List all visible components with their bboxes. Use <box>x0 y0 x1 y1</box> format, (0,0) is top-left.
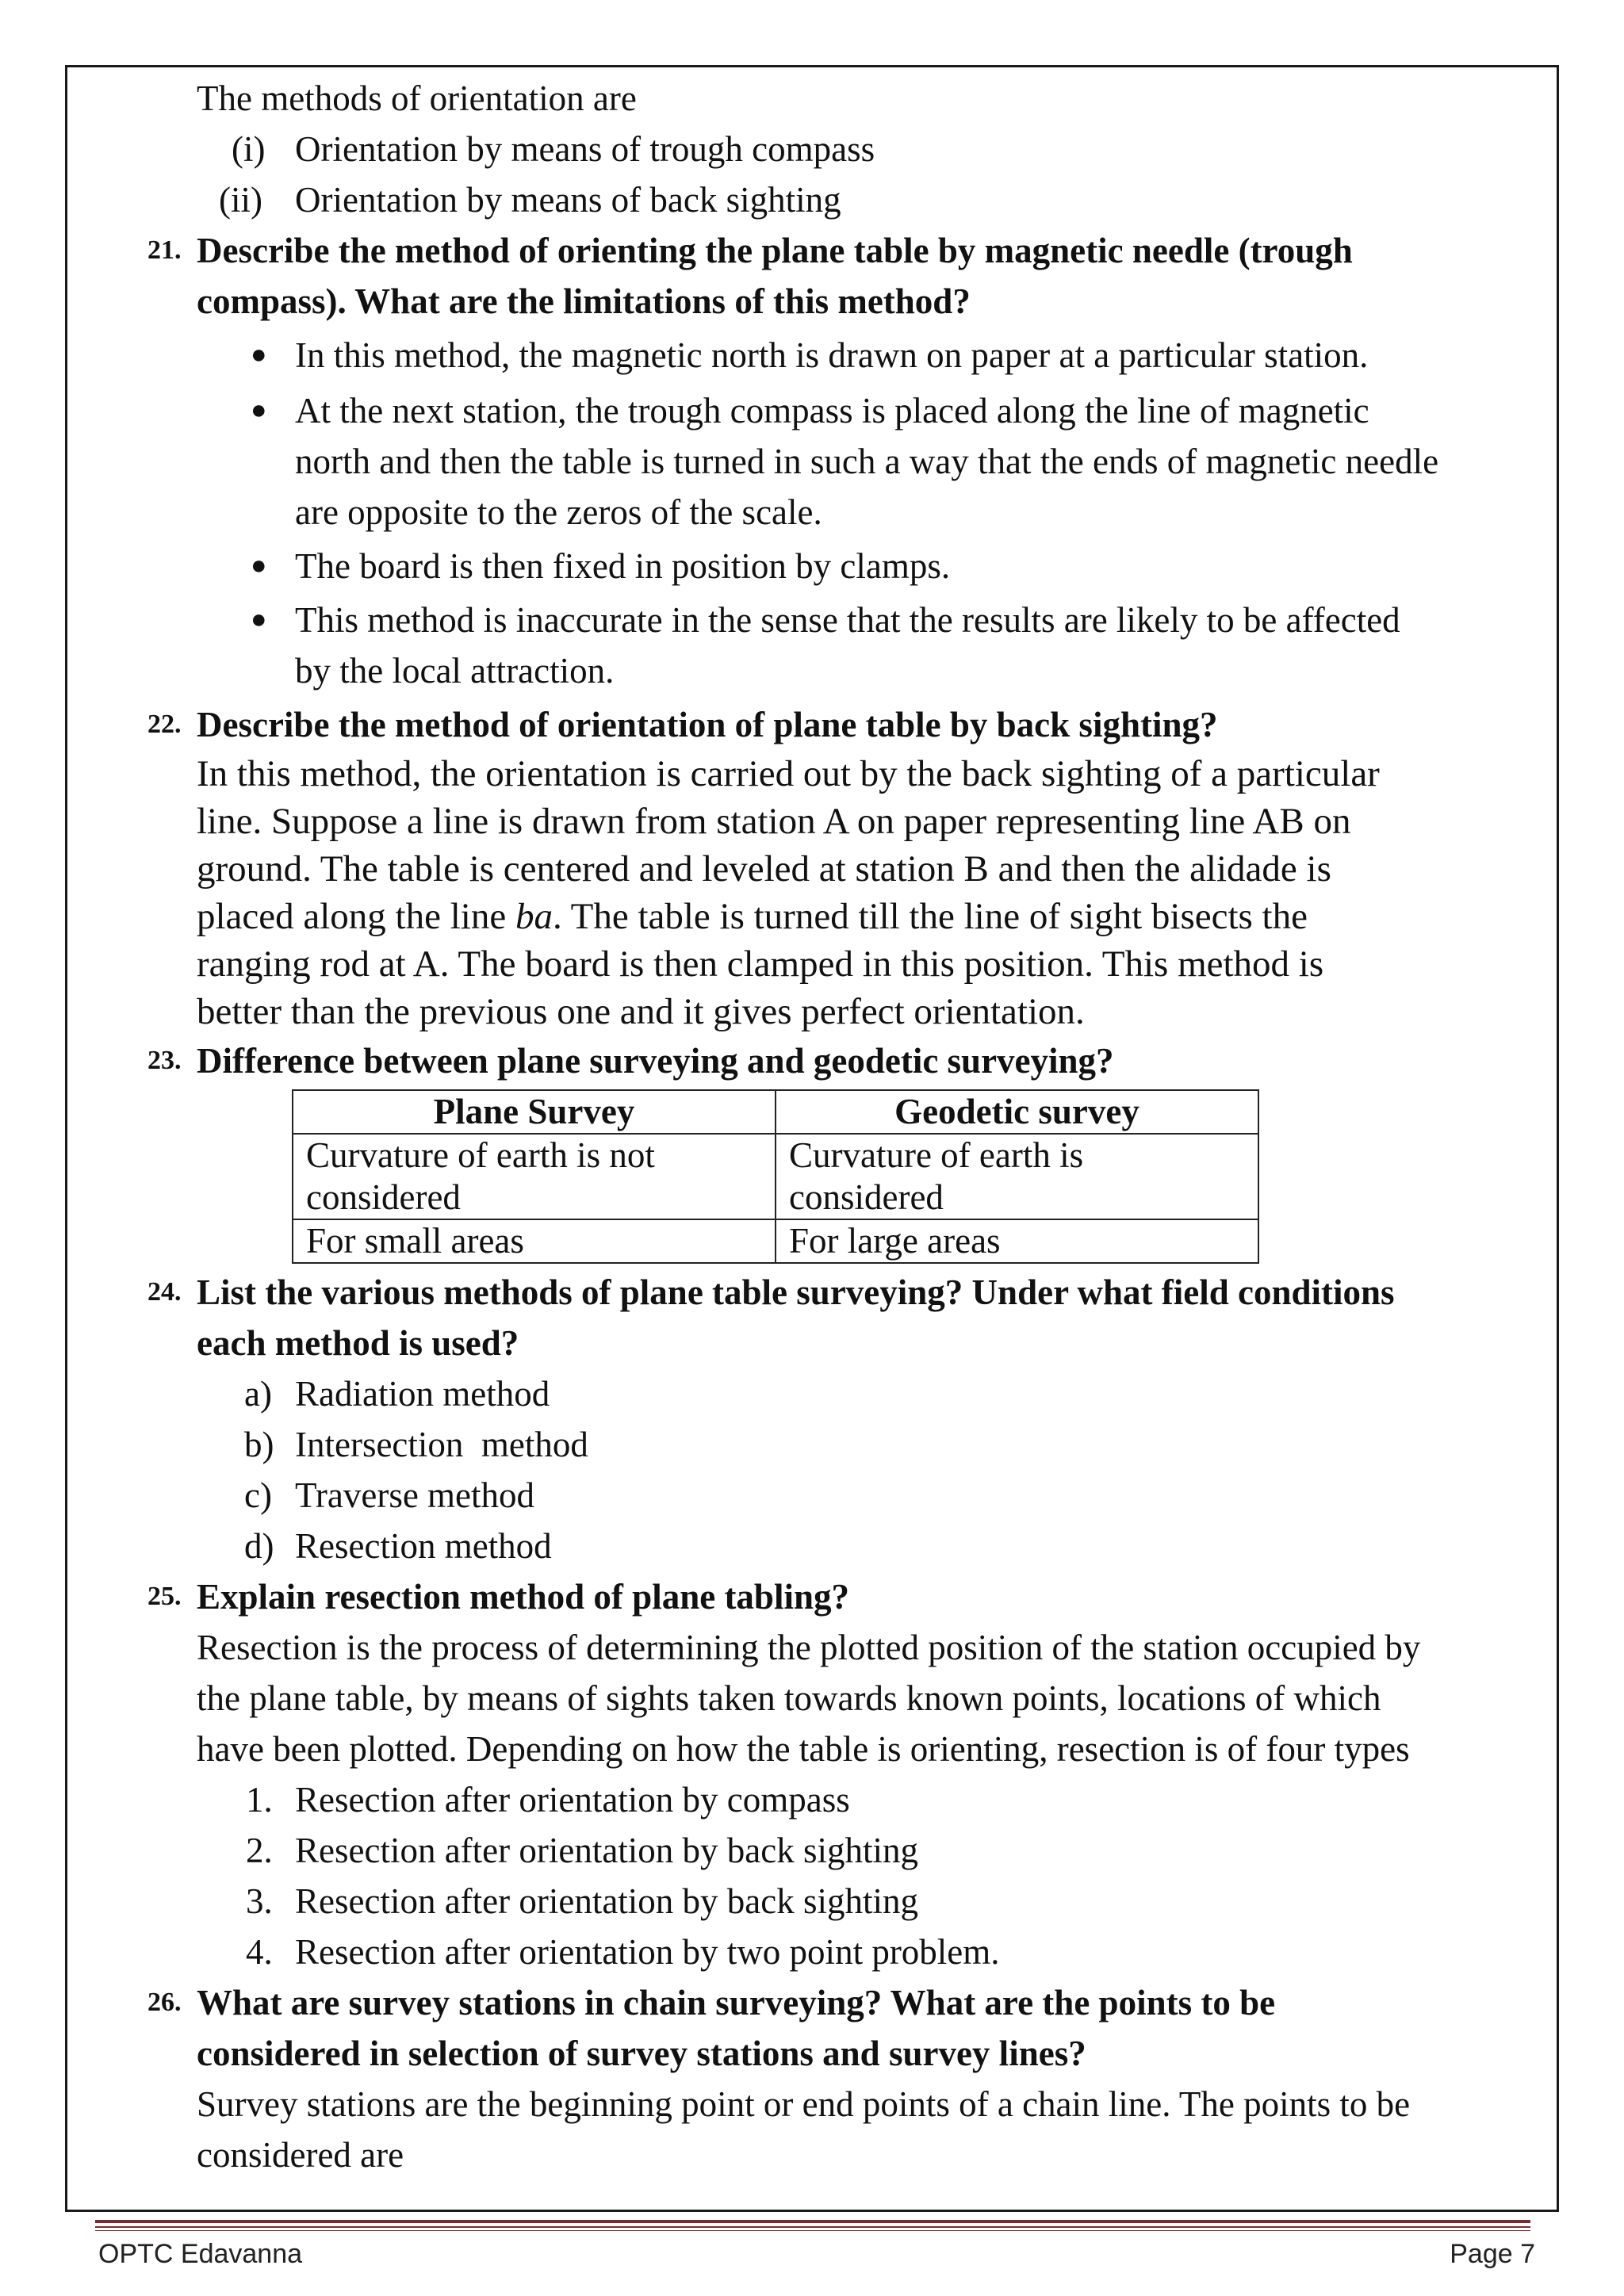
footer-institution: OPTC Edavanna <box>98 2239 303 2269</box>
answer-26-line: Survey stations are the beginning point or end points of a chain line. The points to be <box>197 2084 1411 2124</box>
list-item: 1. Resection after orientation by compass <box>246 1780 850 1820</box>
question-22-title: 22. Describe the method of orientation of plane table by back sighting? <box>147 705 1218 744</box>
question-21-title-cont: compass). What are the limitations of this method? <box>197 281 971 321</box>
list-item: b) Intersection method <box>244 1425 588 1464</box>
bullet-item-cont: by the local attraction. <box>295 651 615 691</box>
answer-22-line: ground. The table is centered and leveled at station B and then the alidade is <box>197 848 1331 890</box>
answer-22-line: placed along the line ba. The table is turned till the line of sight bisects the <box>197 896 1308 937</box>
table-header: Plane Survey <box>293 1090 776 1134</box>
question-26-title: 26. What are survey stations in chain surveying? What are the points to be <box>147 1983 1276 2022</box>
answer-22-line: In this method, the orientation is carried out by the back sighting of a particular <box>197 753 1380 794</box>
answer-25-line: Resection is the process of determining the plotted position of the station occupied by <box>197 1628 1421 1667</box>
footer-rule <box>95 2226 1530 2228</box>
footer-rule <box>95 2230 1530 2231</box>
question-26-title-cont: considered in selection of survey stations and survey lines? <box>197 2034 1086 2073</box>
bullet-item-cont: are opposite to the zeros of the scale. <box>295 492 822 532</box>
bullet-item: ● At the next station, the trough compass is placed along the line of magnetic <box>251 391 1369 430</box>
table-cell: Curvature of earth is not considered <box>293 1134 776 1219</box>
list-item: 3. Resection after orientation by back sighting <box>246 1881 919 1921</box>
list-item: 2. Resection after orientation by back sighting <box>246 1831 919 1870</box>
question-21-title: 21. Describe the method of orienting the plane table by magnetic needle (trough <box>147 231 1353 270</box>
list-item: 4. Resection after orientation by two point problem. <box>246 1932 1000 1972</box>
list-item: d) Resection method <box>244 1526 552 1566</box>
list-item: c) Traverse method <box>244 1475 535 1515</box>
table-row <box>293 1134 1258 1219</box>
list-item: (ii) Orientation by means of back sighting <box>219 180 841 220</box>
answer-25-line: have been plotted. Depending on how the table is orienting, resection is of four types <box>197 1729 1410 1769</box>
page-content <box>147 73 1545 2180</box>
footer-rule <box>95 2220 1530 2223</box>
table-cell: For small areas <box>293 1219 776 1263</box>
table-header-row <box>293 1090 1258 1134</box>
answer-26-line: considered are <box>197 2135 404 2175</box>
bullet-item-cont: north and then the table is turned in such a way that the ends of magnetic needle <box>295 442 1439 481</box>
question-24-title: 24. List the various methods of plane table surveying? Under what field conditions <box>147 1272 1395 1312</box>
list-item: (i) Orientation by means of trough compass <box>232 129 875 169</box>
bullet-item: ● The board is then fixed in position by clamps. <box>251 546 951 586</box>
list-item: a) Radiation method <box>244 1374 550 1414</box>
page-number: Page 7 <box>1450 2239 1535 2269</box>
table-cell: Curvature of earth is considered <box>776 1134 1258 1219</box>
intro-text: The methods of orientation are <box>197 78 637 118</box>
answer-25-line: the plane table, by means of sights taken towards known points, locations of which <box>197 1678 1381 1718</box>
bullet-item: ● This method is inaccurate in the sense that the results are likely to be affected <box>251 600 1400 640</box>
table-header: Geodetic survey <box>776 1090 1258 1134</box>
question-25-title: 25. Explain resection method of plane tabling? <box>147 1577 849 1617</box>
table-cell: For large areas <box>776 1219 1258 1263</box>
question-24-title-cont: each method is used? <box>197 1323 519 1363</box>
comparison-table <box>292 1089 1259 1264</box>
answer-22-line: better than the previous one and it gives perfect orientation. <box>197 991 1085 1032</box>
answer-22-line: line. Suppose a line is drawn from station A on paper representing line AB on <box>197 801 1351 842</box>
table-row <box>293 1219 1258 1263</box>
answer-22-line: ranging rod at A. The board is then clamped in this position. This method is <box>197 943 1324 985</box>
question-23-title: 23. Difference between plane surveying and geodetic surveying? <box>147 1041 1114 1081</box>
bullet-item: ● In this method, the magnetic north is drawn on paper at a particular station. <box>251 335 1369 375</box>
